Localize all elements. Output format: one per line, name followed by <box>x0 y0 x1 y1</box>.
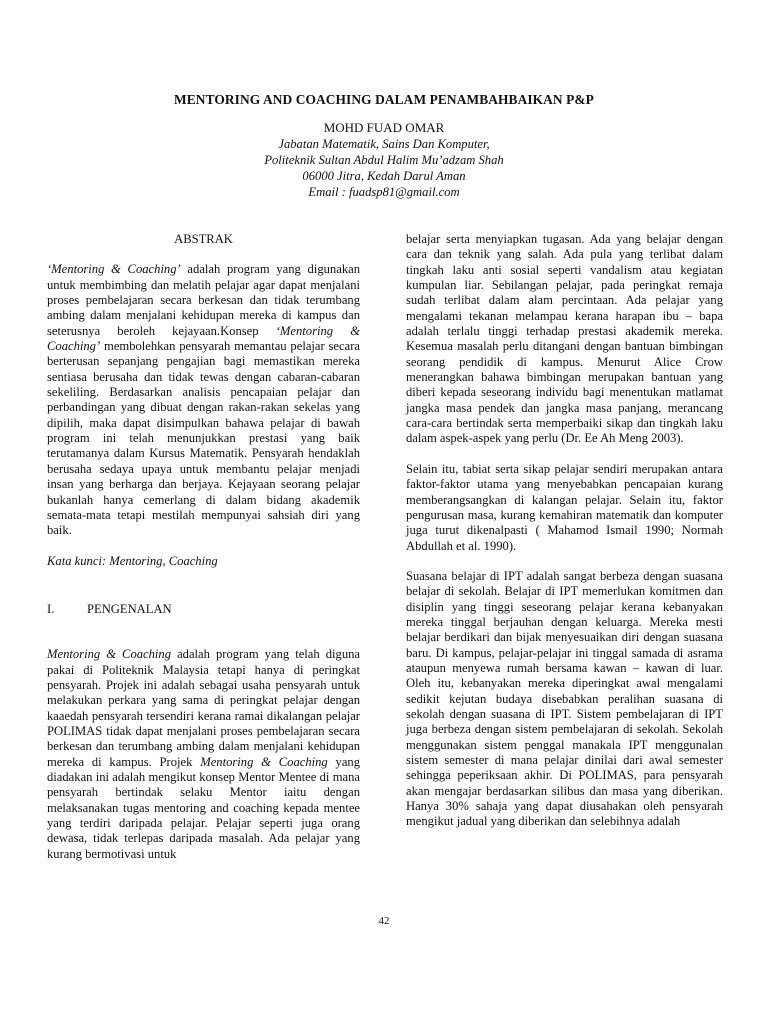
section-title: PENGENALAN <box>87 601 172 616</box>
abstract-text-2: membolehkan pensyarah memantau pelajar secara berterusan sepanjang pengajian bagi memastikan mereka sentiasa berusaha dan tidak tewas dengan cabaran-cabaran sekeliling. Berdasarkan analisis pencapaian pelajar dan perbandingan yang dibuat dengan rakan-rakan sekelas yang dipilih, maka dapat disimpulkan bahawa pelajar di bawah program ini telah menunjukkan prestasi yang baik terutamanya dalam Kursus Matematik. Pensyarah hendaklah berusaha sedaya upaya untuk membantu pelajar menjadi insan yang berharga dan berjaya. Kejayaan seorang pelajar bukanlah hanya cemerlang di dalam bidang akademik semata-mata tetapi mestilah mempunyai sahsiah diri yang baik. <box>47 339 360 538</box>
affiliation-institution: Politeknik Sultan Abdul Halim Mu’adzam Shah <box>264 153 504 167</box>
abstract-term-2: ‘Mentoring & Coaching’ <box>47 323 360 354</box>
keywords: Kata kunci: Mentoring, Coaching <box>47 553 218 568</box>
paper-title: MENTORING AND COACHING DALAM PENAMBAHBAIKAN P&P <box>174 92 594 107</box>
intro-term-2: Mentoring & Coaching <box>200 754 328 769</box>
intro-term-1: Mentoring & Coaching <box>47 647 172 662</box>
affiliation-address: 06000 Jitra, Kedah Darul Aman <box>302 169 466 183</box>
intro-text-1: adalah program yang telah diguna pakai di Politeknik Malaysia tetapi hanya di peringkat pensyarah. Projek ini adalah sebagai usaha pensyarah untuk melakukan perkara yang sama di peringkat pelajar dengan kaaedah pensyarah tersendiri kerana ramai dikalangan pelajar POLIMAS tidak dapat menjalani proses pembelajaran secara berkesan dan terumbang ambing dalam menjalani kehidupan mereka di kampus. Projek <box>47 647 361 769</box>
left-column <box>47 232 360 862</box>
author-name: MOHD FUAD OMAR <box>323 120 445 135</box>
author-block <box>0 120 768 200</box>
abstract-heading: ABSTRAK <box>174 232 233 246</box>
intro-paragraph <box>47 647 360 862</box>
abstract-paragraph <box>47 262 360 538</box>
intro-text-2: yang diadakan ini adalah mengikut konsep Mentor Mentee di mana pensyarah bertindak selaku Mentor iaitu dengan melaksanakan tugas mentoring and coaching kepada mentee yang terdiri daripada pelajar. Pelajar seperti juga orang dewasa, tidak terlepas daripada masalah. Ada pelajar yang kurang bermotivasi untuk <box>47 754 361 861</box>
abstract-term-1: ‘Mentoring & Coaching’ <box>47 262 181 277</box>
right-column <box>406 232 723 830</box>
body-paragraph-2: Selain itu, tabiat serta sikap pelajar sendiri merupakan antara faktor-faktor utama yang menyebabkan pencapaian kurang memberangsangkan di kalangan pelajar. Selain itu, faktor pengurusan masa, kurang kemahiran matematik dan komputer juga turut dikenalpasti ( Mahamod Ismail 1990; Normah Abdullah et al. 1990). <box>406 461 723 553</box>
body-paragraph-3: Suasana belajar di IPT adalah sangat berbeza dengan suasana belajar di sekolah. Belajar di IPT memerlukan komitmen dan disiplin yang tinggi seseorang pelajar kerana kebanyakan mereka tinggal berjauhan dengan keluarga. Mereka mesti belajar berdikari dan bijak menyesuaikan diri dengan suasana baru. Di kampus, pelajar-pelajar ini tinggal samada di asrama ataupun menyewa rumah bersama kawan – kawan di luar. Oleh itu, kebanyakan mereka diperingkat awal mengalami sedikit kejutan budaya disebabkan peralihan suasana di sekolah dengan suasana di IPT. Sistem pembelajaran di IPT juga berbeza dengan sistem pembelajaran di sekolah. Sekolah menggunakan sistem penggal manakala IPT menggunalan sistem semester di mana pelajar dinilai dari awal semester sehingga peperiksaan akhir. Di POLIMAS, para pensyarah akan mengajar berdasarkan silibus dan masa yang diberikan. Hanya 30% sahaja yang dapat diusahakan oleh pensyarah mengikut jadual yang diberikan dan selebihnya adalah <box>406 568 723 829</box>
section-heading <box>47 602 360 617</box>
section-number: I. <box>47 601 55 616</box>
page-number: 42 <box>378 915 390 927</box>
affiliation-department: Jabatan Matematik, Sains Dan Komputer, <box>278 137 490 151</box>
abstract-text-1: adalah program yang digunakan untuk membimbing dan melatih pelajar agar dapat menjalani proses pembelajaran secara berkesan dan tidak terumbang ambing dalam menjalani kehidupan mereka di kampus dan seterusnya beroleh kejayaan.Konsep <box>47 262 361 338</box>
affiliation-email: Email : fuadsp81@gmail.com <box>308 185 460 199</box>
body-paragraph-1: belajar serta menyiapkan tugasan. Ada yang belajar dengan cara dan teknik yang salah. Ada pula yang terlibat dalam tingkah laku anti sosial seperti vandalism atau kegiatan kumpulan liar. Sebilangan pelajar, pada peringkat remaja sudah terlibat dalam alam percintaan. Ada pelajar yang mengalami tekanan melampau kerana harapan ibu – bapa adalah terlalu tinggi terhadap prestasi akademik mereka. Kesemua masalah perlu ditangani dengan bantuan bimbingan seorang pendidik di kampus. Menurut Alice Crow menerangkan bahawa bimbingan merupakan bantuan yang diberi kepada seseorang individu bagi menentukan matlamat jangka masa pendek dan jangka masa panjang, merancang cara-cara bertindak serta memperbaiki sikap dan tingkah laku dalam aspek-aspek yang perlu (Dr. Ee Ah Meng 2003). <box>406 232 723 446</box>
